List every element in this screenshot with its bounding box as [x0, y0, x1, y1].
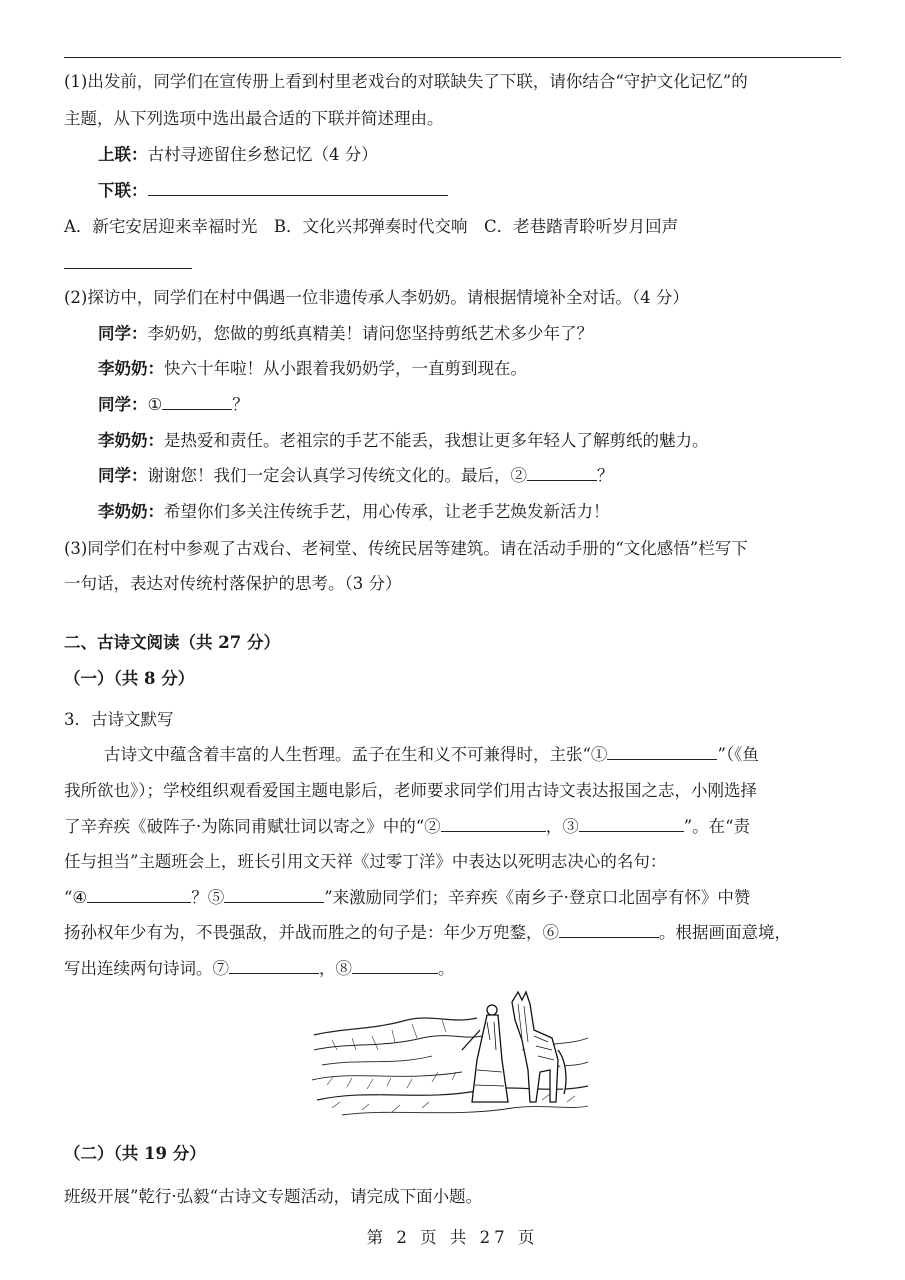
part-two-heading: （二）（共 19 分） — [64, 1144, 206, 1163]
q1-intro-line1: (1)出发前，同学们在宣传册上看到村里老戏台的对联缺失了下联，请你结合“守护文化记忆”的 — [64, 72, 748, 91]
q2-intro: (2)探访中，同学们在村中偶遇一位非遗传承人李奶奶。请根据情境补全对话。（4 分） — [64, 288, 689, 307]
dialogue-text: 快六十年啦！从小跟着我奶奶学，一直剪到现在。 — [164, 359, 527, 378]
speaker-label: 李奶奶： — [98, 431, 164, 450]
q3-line1: (3)同学们在村中参观了古戏台、老祠堂、传统民居等建筑。请在活动手册的“文化感悟”栏写下 — [64, 539, 748, 558]
upper-label: 上联： — [98, 145, 148, 164]
dialogue-line — [98, 501, 610, 523]
dialogue-text: ① — [147, 395, 163, 414]
speaker-label: 同学： — [98, 395, 148, 414]
dialogue-text: 李奶奶，您做的剪纸真精美！请问您坚持剪纸艺术多少年了？ — [147, 324, 593, 343]
dialogue-text: 是热爱和责任。老祖宗的手艺不能丢，我想让更多年轻人了解剪纸的魅力。 — [164, 431, 709, 450]
dialogue-text: ？ — [232, 395, 249, 414]
passage-line — [64, 922, 791, 944]
dialogue-line — [98, 430, 709, 452]
answer-blank-1[interactable] — [162, 394, 232, 410]
dialogue-line — [98, 358, 527, 380]
dialogue-text: 谢谢您！我们一定会认真学习传统文化的。最后，② — [147, 466, 527, 485]
blank-6[interactable] — [559, 922, 659, 938]
passage-text: ”（《鱼 — [717, 745, 759, 764]
poetry-illustration — [312, 990, 590, 1130]
couplet-lower — [98, 180, 448, 202]
speaker-label: 李奶奶： — [98, 502, 164, 521]
q1-answer-line[interactable] — [64, 268, 192, 269]
section-title: 二、古诗文阅读（共 27 分） — [64, 633, 280, 652]
blank-8[interactable] — [352, 958, 438, 974]
blank-7[interactable] — [229, 958, 319, 974]
speaker-label: 同学： — [98, 466, 148, 485]
passage-text: ，⑧ — [319, 959, 352, 978]
passage-line: 我所欲也》）；学校组织观看爱国主题电影后，老师要求同学们用古诗文表达报国之志，小刚选择 — [64, 781, 757, 800]
page-number-footer: 第 2 页 共 27 页 — [366, 1228, 539, 1247]
blank-5[interactable] — [224, 887, 324, 903]
blank-4[interactable] — [87, 887, 191, 903]
passage-text: 扬孙权年少有为，不畏强敌，并战而胜之的句子是：年少万兜鍪，⑥ — [64, 923, 559, 942]
passage-text: “④ — [64, 888, 88, 907]
part-two-intro: 班级开展”乾行·弘毅“古诗文专题活动，请完成下面小题。 — [64, 1187, 483, 1206]
passage-text: 写出连续两句诗词。⑦ — [64, 959, 229, 978]
dialogue-text: 希望你们多关注传统手艺，用心传承，让老手艺焕发新活力！ — [164, 502, 610, 521]
passage-line — [104, 744, 759, 766]
q1-options: A．新宅安居迎来幸福时光 B．文化兴邦弹奏时代交响 C．老巷踏青聆听岁月回声 — [64, 217, 679, 236]
speaker-label: 同学： — [98, 324, 148, 343]
header-rule — [64, 57, 841, 58]
dialogue-line — [98, 465, 614, 487]
passage-text: 古诗文中蕴含着丰富的人生哲理。孟子在生和义不可兼得时，主张“① — [104, 745, 608, 764]
passage-text: 了辛弃疾《破阵子·为陈同甫赋壮词以寄之》中的“② — [64, 817, 441, 836]
blank-2[interactable] — [441, 816, 546, 832]
lower-answer-blank[interactable] — [148, 180, 448, 196]
lower-label: 下联： — [98, 181, 148, 200]
passage-text: ”来激励同学们；辛弃疾《南乡子·登京口北固亭有怀》中赞 — [324, 888, 751, 907]
passage-line: 任与担当”主题班会上，班长引用文天祥《过零丁洋》中表达以死明志决心的名句： — [64, 852, 667, 871]
answer-blank-2[interactable] — [527, 465, 597, 481]
passage-text: ，③ — [545, 817, 579, 836]
part-one-heading: （一）（共 8 分） — [64, 669, 195, 688]
passage-text: 。 — [438, 959, 455, 978]
q1-intro-line2: 主题，从下列选项中选出最合适的下联并简述理由。 — [64, 109, 444, 128]
passage-line — [64, 816, 750, 838]
couplet-upper — [98, 144, 378, 166]
speaker-label: 李奶奶： — [98, 359, 164, 378]
question-3-title: 3．古诗文默写 — [64, 710, 174, 729]
passage-text: 。根据画面意境， — [659, 923, 791, 942]
dialogue-line — [98, 394, 249, 416]
passage-line — [64, 887, 750, 909]
dialogue-text: ？ — [597, 466, 614, 485]
passage-line — [64, 958, 455, 980]
q3-line2: 一句话，表达对传统村落保护的思考。（3 分） — [64, 574, 402, 593]
passage-text: ？⑤ — [191, 888, 225, 907]
blank-3[interactable] — [579, 816, 684, 832]
passage-text: ”。在“责 — [683, 817, 751, 836]
upper-text: 古村寻迹留住乡愁记忆（4 分） — [147, 145, 378, 164]
dialogue-line — [98, 323, 593, 345]
blank-1[interactable] — [607, 744, 717, 760]
